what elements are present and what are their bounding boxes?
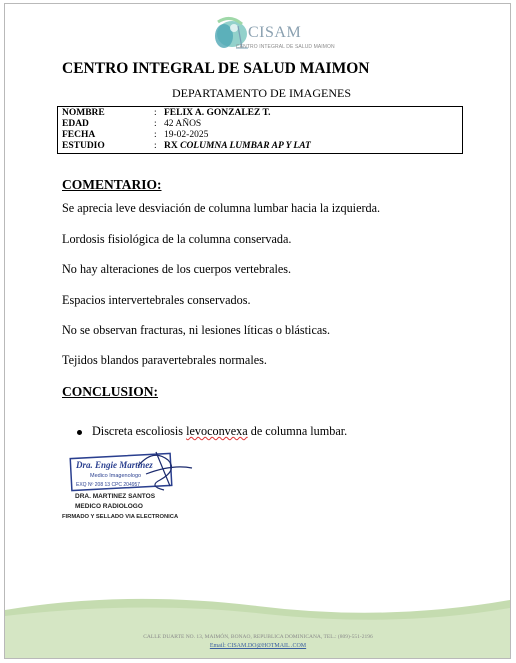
stamp-role: Medico Imagenologo — [90, 473, 142, 479]
study-name — [164, 141, 311, 151]
comentario-line: Lordosis fisiológica de la columna conservada. — [62, 232, 292, 246]
bullet-icon — [77, 430, 82, 435]
comentario-line: Espacios intervertebrales conservados. — [62, 293, 251, 307]
conclusion-text-end: de columna lumbar. — [247, 424, 348, 438]
doctor-name: DRA. MARTINEZ SANTOS — [75, 493, 156, 500]
comentario-line: Se aprecia leve desviación de columna lumbar hacia la izquierda. — [62, 201, 381, 215]
doctor-title: MEDICO RADIOLOGO — [75, 503, 143, 510]
info-separator: : — [154, 141, 157, 151]
comentario-heading: COMENTARIO: — [62, 177, 162, 192]
info-separator: : — [154, 119, 157, 129]
logo-tagline: CENTRO INTEGRAL DE SALUD MAIMON — [236, 44, 335, 50]
info-label: EDAD — [62, 119, 89, 129]
info-label: ESTUDIO — [62, 141, 105, 151]
stamp-exequatur: EXQ Nº 208 13 CPC 204957 — [76, 482, 141, 488]
signature-note: FIRMADO Y SELLADO VIA ELECTRONICA — [62, 514, 179, 520]
conclusion-text-start: Discreta escoliosis — [92, 424, 187, 438]
department-title: DEPARTAMENTO DE IMAGENES — [172, 86, 351, 100]
comentario-line: No hay alteraciones de los cuerpos vertebrales. — [62, 262, 292, 276]
page-title: CENTRO INTEGRAL DE SALUD MAIMON — [62, 60, 370, 77]
comentario-line: No se observan fracturas, ni lesiones líticas o blásticas. — [62, 323, 331, 337]
patient-info-box — [57, 106, 463, 154]
stamp-name: Dra. Engie Martinez — [76, 460, 153, 470]
logo-brand: CISAM — [248, 24, 302, 41]
exam-date: 19-02-2025 — [164, 130, 209, 140]
spellcheck-flagged-word: levoconvexa — [186, 424, 248, 438]
conclusion-item — [92, 424, 347, 439]
signature-stamp-icon — [68, 446, 196, 492]
info-separator: : — [154, 108, 157, 118]
study-detail: COLUMNA LUMBAR AP Y LAT — [180, 141, 311, 151]
info-separator: : — [154, 130, 157, 140]
study-prefix: RX — [164, 141, 178, 151]
conclusion-heading: CONCLUSION: — [62, 384, 159, 399]
info-label: FECHA — [62, 130, 96, 140]
comentario-line: Tejidos blandos paravertebrales normales. — [62, 353, 267, 367]
footer-address: CALLE DUARTE NO. 13, MAIMÓN, BONAO, REPUBLICA DOMINICANA, TEL.: (809)-551-2196 — [143, 634, 373, 640]
patient-name: FELIX A. GONZALEZ T. — [164, 108, 271, 118]
info-label: NOMBRE — [62, 108, 105, 118]
patient-age: 42 AÑOS — [164, 119, 202, 129]
footer-email-link[interactable]: Email: CISAM.DO@HOTMAIL .COM — [209, 643, 307, 649]
